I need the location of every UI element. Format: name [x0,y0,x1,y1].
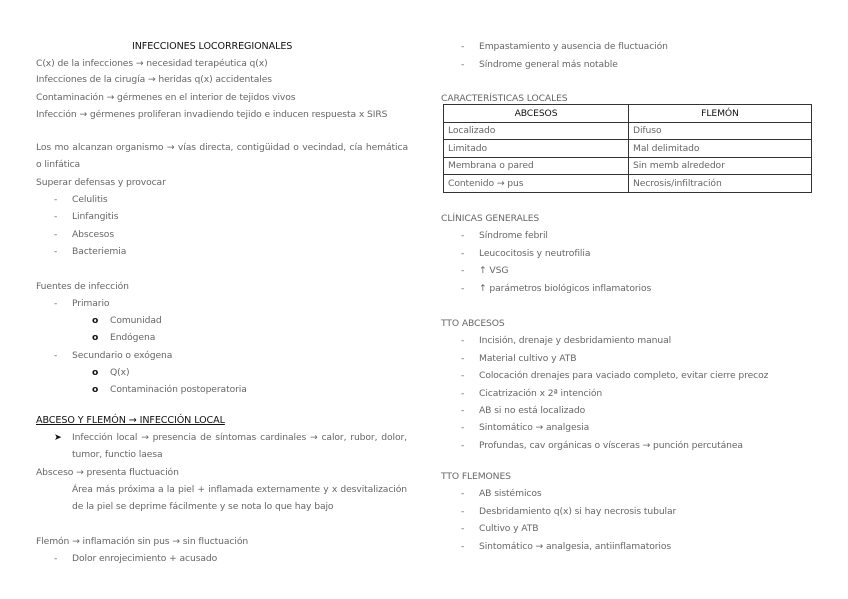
list-item: - Profundas, cav orgánicas o vísceras → punción percutánea [479,437,743,454]
fuentes-heading: Fuentes de infección [36,281,129,292]
list-item: - Linfangitis [72,208,118,225]
list-item: - Sintomático → analgesia, antiinflamatorios [479,538,671,555]
intro-line: Infección → gérmenes proliferan invadiendo tejido e inducen respuesta x SIRS [36,109,388,120]
table-cell: Sin memb alrededor [629,157,812,175]
intro-line: Infecciones de la cirugía → heridas q(x) accidentales [36,74,272,85]
list-item: - Dolor enrojecimiento + acusado [72,550,217,567]
section-heading: ABCESO Y FLEMÓN → INFECCIÓN LOCAL [36,415,225,426]
list-item: - Primario [72,295,109,312]
table-cell: Mal delimitado [629,140,812,158]
table-cell: Localizado [444,122,629,140]
sub-list-item: o Comunidad [110,312,162,329]
routes-paragraph: Los mo alcanzan organismo → vías directa, contigüidad o vecindad, cía hemática o linfática [36,142,408,171]
list-item: - Abscesos [72,226,114,243]
absceso-description: Área más próxima a la piel + inflamada externamente y x desvitalización de la piel se deprime fácilmente y se nota lo que hay bajo [72,484,407,513]
table-header-row [444,105,812,123]
table-row [444,140,812,158]
table-cell: Membrana o pared [444,157,629,175]
intro-line: C(x) de la infecciones → necesidad terapéutica q(x) [36,58,268,69]
list-item: - ↑ parámetros biológicos inflamatorios [479,280,651,297]
list-item: - Cultivo y ATB [479,520,538,537]
table-row [444,122,812,140]
superar-line: Superar defensas y provocar [36,177,166,188]
list-item: - Secundario o exógena [72,347,172,364]
table-cell: Contenido → pus [444,175,629,193]
table-cell: Necrosis/infiltración [629,175,812,193]
absceso-line: Absceso → presenta fluctuación [36,467,179,478]
sub-list-item: o Q(x) [110,364,129,381]
intro-line: Contaminación → gérmenes en el interior de tejidos vivos [36,92,296,103]
list-item: - Síndrome febril [479,227,548,244]
list-item: - Bacteriemia [72,243,126,260]
list-item: - Desbridamiento q(x) si hay necrosis tubular [479,503,676,520]
list-item: - Celulitis [72,191,108,208]
table-cell: Limitado [444,140,629,158]
comparison-table [443,104,812,193]
list-item: - Colocación drenajes para vaciado completo, evitar cierre precoz [479,367,768,384]
flemon-line: Flemón → inflamación sin pus → sin fluctuación [36,536,249,547]
list-item: - ↑ VSG [479,262,508,279]
list-item: - Cicatrización x 2ª intención [479,385,602,402]
list-item: - Empastamiento y ausencia de fluctuación [479,38,668,55]
list-item: - Leucocitosis y neutrofilia [479,245,590,262]
arrow-bullet-item: ➤ Infección local → presencia de síntomas cardinales → calor, rubor, dolor, tumor, functio laesa [72,429,407,464]
list-item: - AB si no está localizado [479,402,585,419]
sub-list-item: o Endógena [110,329,155,346]
section-heading: CLÍNICAS GENERALES [441,213,540,224]
section-heading: TTO ABCESOS [441,318,505,329]
table-row [444,175,812,193]
section-heading: TTO FLEMONES [441,471,511,482]
table-row [444,157,812,175]
document-title: INFECCIONES LOCORREGIONALES [132,41,293,52]
list-item: - Incisión, drenaje y desbridamiento manual [479,332,671,349]
list-item: - Síndrome general más notable [479,56,618,73]
list-item: - Material cultivo y ATB [479,350,576,367]
table-cell: Difuso [629,122,812,140]
section-heading: CARACTERÍSTICAS LOCALES [441,93,568,104]
column-header: FLEMÓN [629,105,812,123]
column-header: ABCESOS [444,105,629,123]
list-item: - AB sistémicos [479,485,542,502]
sub-list-item: o Contaminación postoperatoria [110,381,247,398]
list-item: - Sintomático → analgesia [479,419,589,436]
